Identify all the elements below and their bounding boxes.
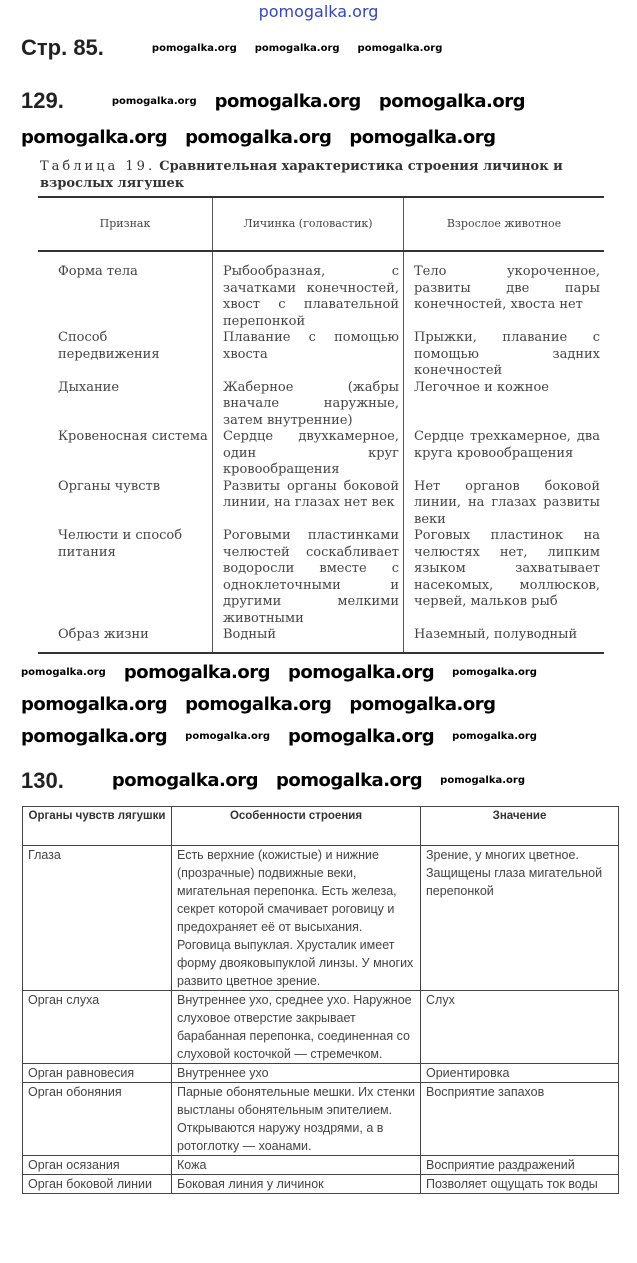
- watermark: pomogalka.org: [151, 42, 237, 54]
- watermark: pomogalka.org: [123, 662, 270, 683]
- col2-cell: Боковая линия у личинок: [172, 1174, 421, 1193]
- task-130-number: 130.: [21, 767, 64, 793]
- watermark: pomogalka.org: [276, 770, 423, 791]
- column-header: Взрослое животное: [404, 197, 605, 251]
- row-label-cell: Способ передвижения: [58, 330, 160, 362]
- col3-cell: Восприятие раздражений: [421, 1155, 619, 1174]
- col2-cell: Жаберное (жабры вначале наружные, затем внутренние): [213, 380, 404, 430]
- row-label-cell: Форма тела: [58, 264, 138, 279]
- col2-cell: Парные обонятельные мешки. Их стенки выстланы обонятельным эпителием. Открываются наружу ноздрями, а в ротоглотку — хоанами.: [172, 1082, 421, 1155]
- col3-cell: Ориентировка: [421, 1063, 619, 1082]
- task-130-row: [0, 764, 637, 798]
- watermark-row: [0, 660, 637, 686]
- col2-cell: Кожа: [172, 1155, 421, 1174]
- col2-cell: Есть верхние (кожистые) и нижние (прозрачные) подвижные веки, мигательная перепонка. Есть железа, секрет которой смачивает роговицу и предохраняет её от высыхания. Роговица выпуклая. Хрусталик имеет форму двояковыпуклой линзы. У многих развито цветное зрение.: [172, 845, 421, 990]
- watermark: pomogalka.org: [111, 770, 258, 791]
- column-header: Личинка (головастик): [213, 197, 404, 251]
- col3-cell: Роговых пластинок на челюстях нет, липким языком захватывает насекомых, моллюсков, червей, мальков рыб: [404, 528, 605, 627]
- table-row: [23, 1155, 619, 1174]
- watermark: pomogalka.org: [287, 662, 435, 683]
- header-row: [0, 32, 637, 64]
- caption-title: Сравнительная характеристика строения личинок и взрослых лягушек: [40, 159, 563, 191]
- table-row: [38, 528, 604, 627]
- col3-cell: Тело укороченное, развиты две пары конечностей, хвоста нет: [404, 251, 605, 330]
- watermark: pomogalka.org: [214, 90, 361, 112]
- watermark: pomogalka.org: [21, 667, 106, 678]
- watermark: pomogalka.org: [21, 694, 168, 715]
- row-label-cell: Органы чувств: [58, 478, 161, 494]
- row-label-cell: Орган слуха: [23, 990, 172, 1063]
- row-label-cell: Орган осязания: [23, 1155, 172, 1174]
- col3-cell: Восприятие запахов: [421, 1082, 619, 1155]
- col3-cell: Наземный, полуводный: [404, 627, 605, 653]
- col3-cell: Позволяет ощущать ток воды: [421, 1174, 619, 1193]
- watermark: pomogalka.org: [185, 731, 270, 742]
- row-label-cell: Образ жизни: [38, 627, 213, 653]
- watermark: pomogalka.org: [254, 42, 340, 54]
- col2-cell: Водный: [213, 627, 404, 653]
- col3-cell: Прыжки, плавание с помощью задних конечностей: [404, 330, 605, 380]
- table-row: [38, 627, 604, 653]
- col3-cell: Нет органов боковой линии, на глазах развиты веки: [404, 479, 605, 529]
- table-row: [38, 429, 604, 479]
- row-label-cell: Орган обоняния: [23, 1082, 172, 1155]
- col3-cell: Сердце трехкамерное, два круга кровообращения: [404, 429, 605, 479]
- table-sense-organs: [22, 806, 619, 1194]
- watermark: pomogalka.org: [349, 694, 496, 715]
- table-row: [23, 990, 619, 1063]
- column-header: Особенности строения: [172, 806, 421, 845]
- watermark: pomogalka.org: [185, 694, 332, 715]
- table-row: [38, 380, 604, 430]
- watermark: pomogalka.org: [21, 126, 168, 148]
- row-label-cell: Глаза: [23, 845, 172, 990]
- table-larva-vs-adult: [38, 196, 604, 654]
- row-label-cell: Кровеносная система: [58, 429, 208, 444]
- watermark-row: [0, 124, 637, 150]
- table-row: [38, 479, 604, 529]
- col2-cell: Плавание с помощью хвоста: [213, 330, 404, 380]
- col2-cell: Рыбообразная, с зачатками конечностей, хвост с плавательной перепонкой: [213, 251, 404, 330]
- table-row: [38, 251, 604, 330]
- row-label-cell: Орган равновесия: [23, 1063, 172, 1082]
- watermark-row: [0, 724, 637, 750]
- table-row: [23, 1063, 619, 1082]
- task-129-row: [0, 84, 637, 118]
- col3-cell: Легочное и кожное: [404, 380, 605, 430]
- watermark: pomogalka.org: [378, 90, 525, 112]
- table-19-caption: [40, 158, 600, 192]
- col2-cell: Развиты органы боковой линии, на глазах нет век: [213, 479, 404, 529]
- page-title: Стр. 85.: [21, 35, 104, 60]
- col3-cell: Слух: [421, 990, 619, 1063]
- table-row: [23, 1174, 619, 1193]
- watermark: pomogalka.org: [185, 126, 332, 148]
- watermark: pomogalka.org: [357, 42, 443, 54]
- table-row: [38, 330, 604, 380]
- watermark: pomogalka.org: [452, 667, 537, 678]
- table-row: [23, 845, 619, 990]
- watermark: pomogalka.org: [349, 126, 496, 148]
- row-label-cell: Дыхание: [58, 379, 120, 395]
- col2-cell: Внутреннее ухо: [172, 1063, 421, 1082]
- col2-cell: Сердце двухкамерное, один круг кровообращения: [213, 429, 404, 479]
- row-label-cell: Челюсти и способ питания: [58, 528, 183, 560]
- task-129-number: 129.: [21, 88, 64, 113]
- watermark: pomogalka.org: [21, 726, 168, 747]
- col3-cell: Зрение, у многих цветное. Защищены глаза мигательной перепонкой: [421, 845, 619, 990]
- row-label-cell: Орган боковой линии: [23, 1174, 172, 1193]
- watermark: pomogalka.org: [452, 731, 537, 742]
- caption-label: Таблица 19.: [40, 159, 156, 174]
- watermark-row: [0, 692, 637, 718]
- column-header: Органы чувств лягушки: [23, 806, 172, 845]
- watermark: pomogalka.org: [440, 775, 525, 786]
- col2-cell: Роговыми пластинками челюстей соскабливает водоросли вместе с одноклеточными и другими мелкими животными: [213, 528, 404, 627]
- column-header: Признак: [38, 197, 213, 251]
- site-link[interactable]: pomogalka.org: [258, 2, 379, 21]
- watermark: pomogalka.org: [111, 95, 197, 107]
- table-row: [23, 1082, 619, 1155]
- watermark: pomogalka.org: [287, 726, 435, 747]
- col2-cell: Внутреннее ухо, среднее ухо. Наружное слуховое отверстие закрывает барабанная перепонка, соединенная со слуховой косточкой — стремечком.: [172, 990, 421, 1063]
- column-header: Значение: [421, 806, 619, 845]
